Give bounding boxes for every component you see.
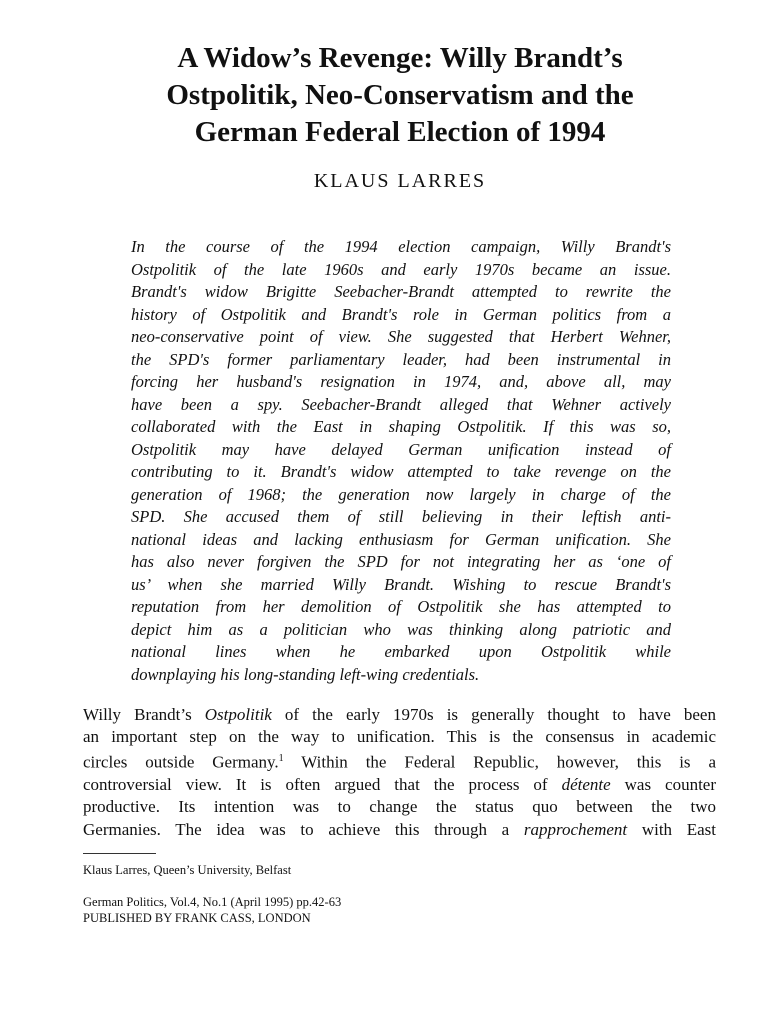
publisher-text: PUBLISHED BY FRANK CASS, LONDON — [83, 911, 311, 925]
abstract-line: us’ when she married Willy Brandt. Wishing to rescue Brandt's — [131, 574, 671, 594]
footnote-marker: 1 — [278, 753, 284, 765]
abstract — [131, 236, 671, 686]
body-text-run: circles outside Germany. — [83, 753, 279, 773]
abstract-line: national ideas and lacking enthusiasm for German unification. She — [131, 529, 671, 549]
abstract-line: Ostpolitik may have delayed German unification instead of — [131, 439, 671, 459]
abstract-line: generation of 1968; the generation now largely in charge of the — [131, 484, 671, 504]
title-line: A Widow’s Revenge: Willy Brandt’s — [177, 42, 623, 74]
title-line: German Federal Election of 1994 — [194, 116, 606, 148]
abstract-line: collaborated with the East in shaping Ostpolitik. If this was so, — [131, 417, 671, 436]
body-line: an important step on the way to unification. This is the consensus in academic — [83, 727, 716, 747]
abstract-line: In the course of the 1994 election campaign, Willy Brandt's — [131, 237, 671, 256]
author-affiliation — [83, 862, 683, 878]
journal-text: German Politics, Vol.4, No.1 (April 1995) pp.42-63 — [83, 895, 342, 909]
body-line — [83, 774, 716, 796]
body-text-run: Germanies. The idea was to achieve this through a — [83, 819, 524, 839]
body-line: productive. Its intention was to change the status quo between the two — [83, 797, 716, 817]
abstract-line: Brandt's widow Brigitte Seebacher-Brandt attempted to rewrite the — [131, 282, 671, 301]
journal-citation — [83, 894, 683, 926]
emphasis-ostpolitik: Ostpolitik — [204, 705, 272, 724]
emphasis-detente: détente — [561, 775, 611, 795]
abstract-line: has also never forgiven the SPD for not integrating her as ‘one of — [131, 552, 671, 571]
body-line — [83, 748, 716, 774]
body-text-run: Willy Brandt’s — [83, 705, 205, 724]
abstract-line: SPD. She accused them of still believing in their leftish anti- — [131, 507, 671, 526]
abstract-line: Ostpolitik of the late 1960s and early 1970s became an issue. — [131, 259, 671, 279]
abstract-line: downplaying his long-standing left-wing credentials. — [131, 664, 480, 684]
author-name: KLAUS LARRES — [313, 170, 487, 192]
abstract-line: history of Ostpolitik and Brandt's role in German politics from a — [131, 304, 671, 324]
body-text-run: was counter — [610, 775, 716, 795]
body-line — [83, 819, 716, 841]
body-paragraph — [83, 704, 716, 841]
abstract-line: depict him as a politician who was thinking along patriotic and — [131, 619, 671, 639]
body-text-run: controversial view. It is often argued that the process of — [83, 775, 562, 795]
body-line — [83, 704, 716, 726]
abstract-line: have been a spy. Seebacher-Brandt alleged that Wehner actively — [131, 394, 671, 414]
abstract-line: forcing her husband's resignation in 1974, and, above all, may — [131, 372, 671, 391]
affiliation-text: Klaus Larres, Queen’s University, Belfast — [83, 863, 292, 877]
abstract-line: neo-conservative point of view. She suggested that Herbert Wehner, — [131, 327, 671, 346]
abstract-line: the SPD's former parliamentary leader, had been instrumental in — [131, 349, 671, 369]
footnote-divider — [83, 853, 156, 854]
abstract-line: reputation from her demolition of Ostpolitik she has attempted to — [131, 597, 671, 616]
body-text-run: with East — [627, 819, 716, 839]
abstract-line: national lines when he embarked upon Ostpolitik while — [131, 642, 671, 661]
abstract-line: contributing to it. Brandt's widow attempted to take revenge on the — [131, 462, 671, 481]
title-line: Ostpolitik, Neo-Conservatism and the — [166, 79, 634, 111]
body-text-run: of the early 1970s is generally thought to have been — [271, 705, 716, 724]
emphasis-rapprochement: rapprochement — [523, 819, 628, 839]
body-text-run: Within the Federal Republic, however, this is a — [283, 753, 716, 773]
article-title — [100, 40, 700, 151]
